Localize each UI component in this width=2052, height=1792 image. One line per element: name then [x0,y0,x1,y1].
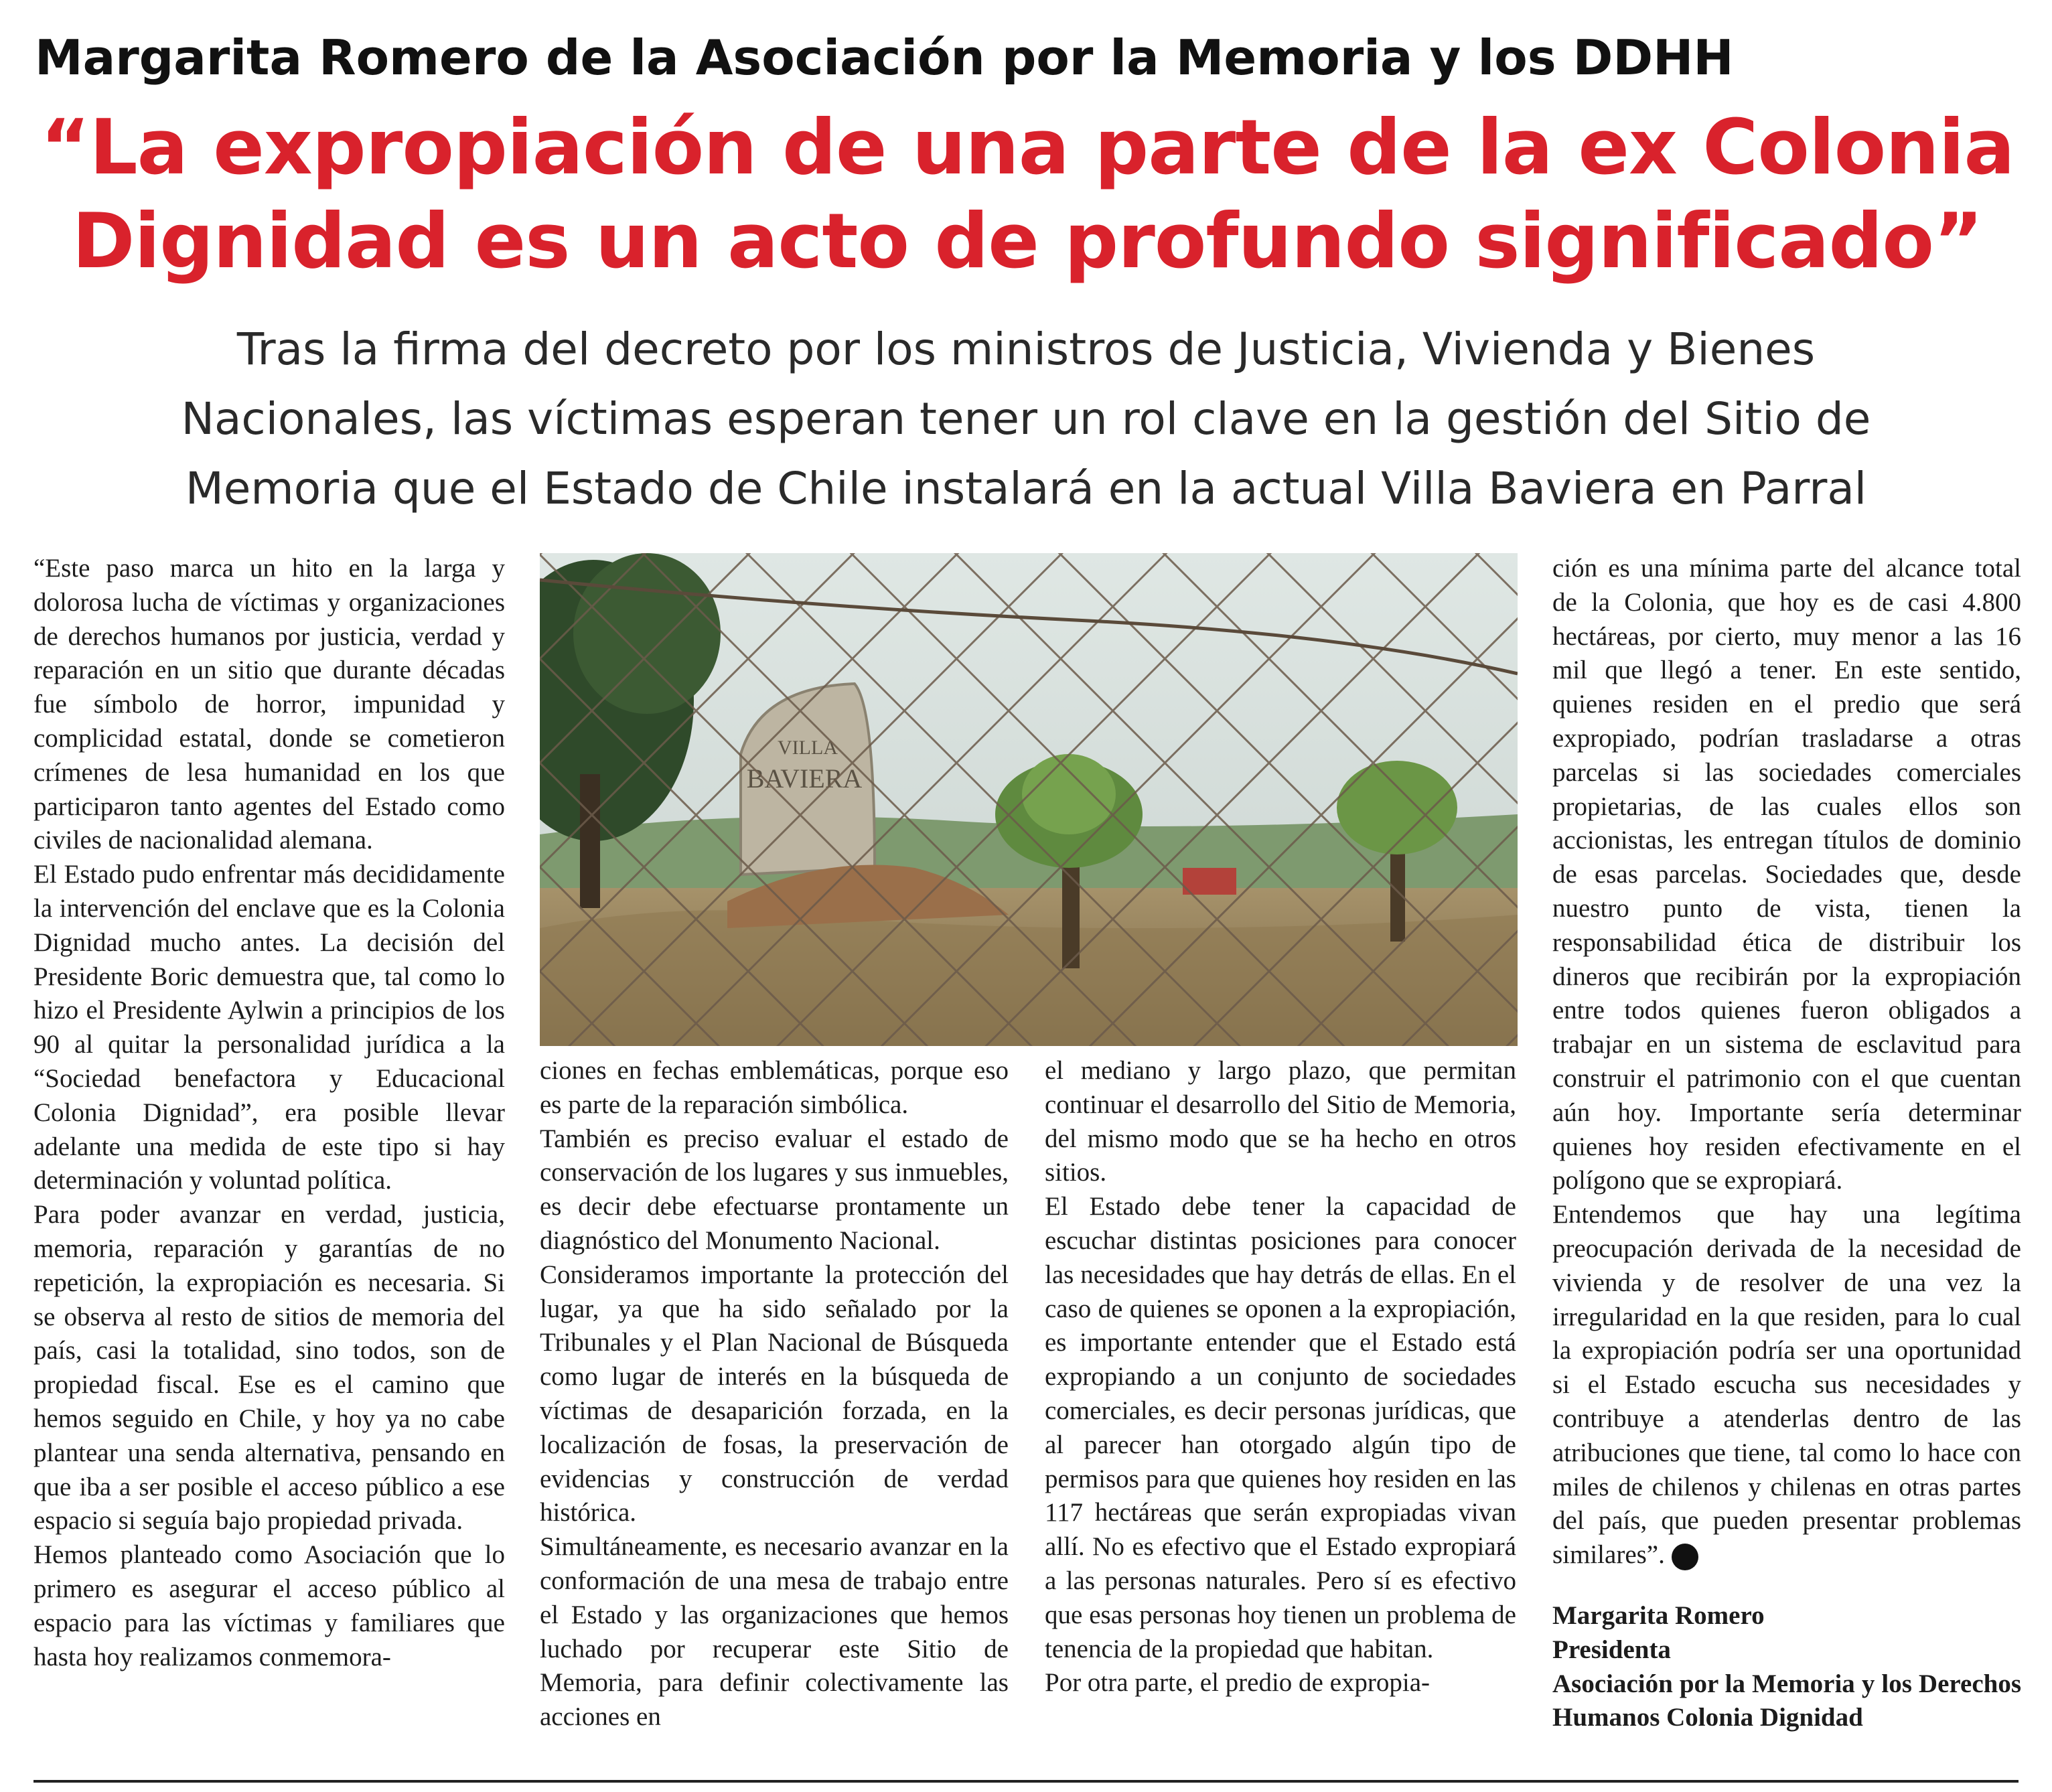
photo-fence-villa-baviera [540,553,1518,1046]
paragraph: ción es una mínima parte del alcance total de la Colonia, que hoy es de casi 4.800 hectáreas, por cierto, muy menor a las 16 mil que llegó a tener. En este sentido, quienes residen en el predio que será expropiado, podrían trasladarse a otras parcelas si las sociedades comerciales propietarias, de las cuales ellos son accionistas, les entregan títulos de dominio de esas parcelas. Sociedades que, desde nuestro punto de vista, tienen la responsabilidad ética de distribuir los dineros que recibirán por la expropiación entre todos quienes fueron obligados a trabajar en un sistema de esclavitud para construir el patrimonio con el que cuentan aún hoy. Importante sería determinar quienes hoy residen efectivamente en el polígono que se expropiará. [1552,554,2021,1195]
photo-illustration [540,553,1518,1046]
paragraph: Para poder avanzar en verdad, justicia, memoria, reparación y garantías de no repetición, la expropiación es necesaria. Si se observa al resto de sitios de memoria del país, casi la totalidad, sino todos, son de propiedad fiscal. Ese es el camino que hemos seguido en Chile, y hoy ya no cabe plantear una senda alternativa, pensando en que iba a ser posible el acceso público a ese espacio si seguía bajo propiedad privada. [33,1200,505,1536]
subhead-line-1: Tras la firma del decreto por los ministros de Justicia, Vivienda y Bienes [236,323,1816,375]
end-mark-icon [1672,1544,1698,1570]
bottom-rule [33,1780,2019,1783]
column-3 [1045,1054,1516,1763]
paragraph: Hemos planteado como Asociación que lo primero es asegurar el acceso público al espacio para las víctimas y familiares que hasta hoy realizamos conmemora- [33,1540,505,1671]
column-2 [540,1054,1009,1763]
paragraph: El Estado pudo enfrentar más decididamente la intervención del enclave que es la Colonia Dignidad mucho antes. La decisión del Presidente Boric demuestra que, tal como lo hizo el Presidente Aylwin a principios de los 90 al quitar la personalidad jurídica a la “Sociedad benefactora y Educacional Colonia Dignidad”, era posible llevar adelante una medida de este tipo si hay determinación y voluntad política. [33,860,505,1195]
signature [1552,1599,2021,1735]
paragraph: Simultáneamente, es necesario avanzar en la conformación de una mesa de trabajo entre el Estado y las organizaciones que hemos luchado por recuperar este Sitio de Memoria, para definir colectivamente las acciones en [540,1532,1009,1732]
paragraph: El Estado debe tener la capacidad de escuchar distintas posiciones para conocer las necesidades que hay detrás de ellas. En el caso de quienes se oponen a la expropiación, es importante entender que el Estado está expropiando a un conjunto de sociedades comerciales, es decir personas jurídicas, que al parecer han otorgado algún tipo de permisos para que quienes hoy residen en las 117 hectáreas que serán expropiadas vivan allí. No es efectivo que el Estado expropiará a las personas naturales. Pero sí es efectivo que esas personas hoy tienen un problema de tenencia de la propiedad que habitan. [1045,1192,1516,1663]
paragraph: ciones en fechas emblemáticas, porque eso es parte de la reparación simbólica. [540,1056,1009,1119]
paragraph-final-text: Entendemos que hay una legítima preocupación derivada de la necesidad de vivienda y de resolver de una vez la irregularidad en la que residen, para lo cual la expropiación podría ser una oportunidad si el Estado escucha sus necesidades y contribuye a atenderlas dentro de las atribuciones que tiene, tal como lo hace con miles de chilenos y chilenas en otras partes del país, que pueden presentar problemas similares”. [1552,1200,2021,1570]
column-1 [33,552,505,1763]
paragraph: el mediano y largo plazo, que permitan continuar el desarrollo del Sitio de Memoria, del mismo modo que se ha hecho en otros sitios. [1045,1056,1516,1187]
signature-org: Asociación por la Memoria y los Derechos Humanos Colonia Dignidad [1552,1669,2021,1732]
headline [29,100,2025,288]
signature-role: Presidenta [1552,1635,1671,1664]
kicker: Margarita Romero de la Asociación por la Memoria y los DDHH [35,29,1734,86]
paragraph-final [1552,1198,2021,1572]
subhead-line-3: Memoria que el Estado de Chile instalará en la actual Villa Baviera en Parral [185,463,1867,514]
headline-line-2: Dignidad es un acto de profundo significado” [72,197,1983,285]
subhead [40,315,2012,524]
column-4 [1552,552,2021,1763]
paragraph: También es preciso evaluar el estado de conservación de los lugares y sus inmuebles, es decir debe efectuarse prontamente un diagnóstico del Monumento Nacional. [540,1124,1009,1255]
headline-line-1: “La expropiación de una parte de la ex Colonia [40,103,2014,192]
paragraph: Por otra parte, el predio de expropia- [1045,1668,1431,1698]
paragraph: Consideramos importante la protección del lugar, ya que ha sido señalado por la Tribunales y el Plan Nacional de Búsqueda como lugar de interés en la búsqueda de víctimas de desaparición forzada, en la localización de fosas, la preservación de evidencias y construcción de verdad histórica. [540,1260,1009,1527]
signature-name: Margarita Romero [1552,1600,1765,1630]
subhead-line-2: Nacionales, las víctimas esperan tener un rol clave en la gestión del Sitio de [181,393,1871,445]
wire-fence [540,553,1518,1046]
paragraph: “Este paso marca un hito en la larga y dolorosa lucha de víctimas y organizaciones de derechos humanos por justicia, verdad y reparación en un sitio que durante décadas fue símbolo de horror, impunidad y complicidad estatal, donde se cometieron crímenes de lesa humanidad en los que participaron tanto agentes del Estado como civiles de nacionalidad alemana. [33,554,505,855]
